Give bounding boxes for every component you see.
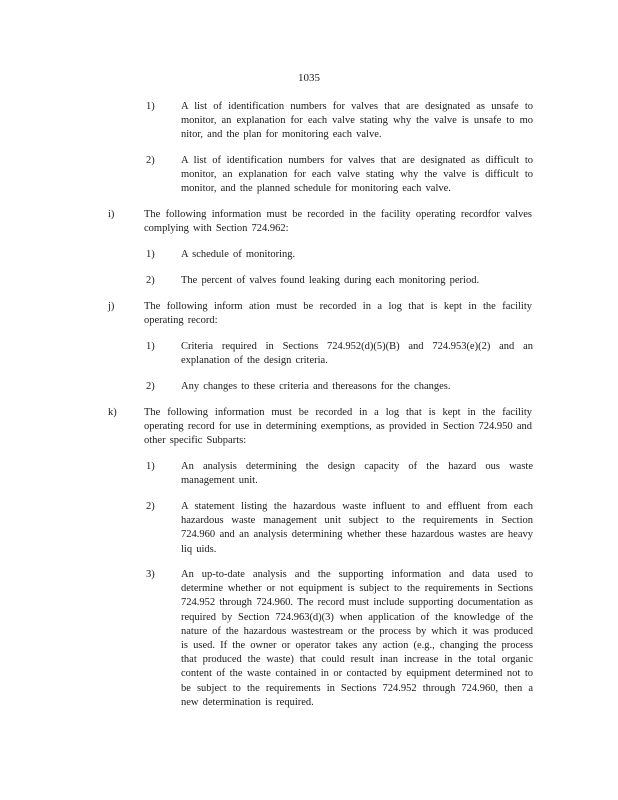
item-marker: i) [108, 209, 115, 220]
item-marker: 1) [146, 341, 155, 352]
item-text: The following information must be recorded in a log that is kept in the facility operating record for use in determining exemptions, as provided in Section 724.950 and other specific Subparts: [144, 407, 532, 447]
item-text: Any changes to these criteria and thereasons for the changes. [181, 381, 451, 392]
item-text: A list of identification numbers for valves that are designated as difficult to monitor, an explanation for each valve stating why the valve is difficult to monitor, and the planned schedule for monitoring each valve. [181, 155, 533, 195]
item-marker: 3) [146, 569, 155, 580]
item-text: The percent of valves found leaking during each monitoring period. [181, 275, 480, 286]
item-text: A schedule of monitoring. [181, 249, 296, 260]
item-text: A list of identification numbers for valves that are designated as unsafe to monitor, an explanation for each valve stating why the valve is unsafe to mo nitor, and the plan for monitoring each valve. [181, 101, 533, 141]
item-text: The following inform ation must be recorded in a log that is kept in the facility operating record: [144, 301, 532, 327]
item-text: A statement listing the hazardous waste influent to and effluent from each hazardous waste management unit subject to the requirements in Section 724.960 and an analysis determining whether these hazardous wastes are heavy liq uids. [181, 501, 533, 555]
item-marker: 2) [146, 381, 155, 392]
item-text: The following information must be recorded in the facility operating recordfor valves complying with Section 724.962: [144, 209, 532, 235]
item-marker: 2) [146, 155, 155, 166]
item-marker: 2) [146, 275, 155, 286]
item-marker: k) [108, 407, 117, 418]
item-text: Criteria required in Sections 724.952(d)(5)(B) and 724.953(e)(2) and an explanation of the design criteria. [181, 341, 533, 367]
item-marker: j) [108, 301, 115, 312]
item-marker: 1) [146, 249, 155, 260]
item-marker: 2) [146, 501, 155, 512]
item-text: An up-to-date analysis and the supporting information and data used to determine whether or not equipment is subject to the requirements in Sections 724.952 through 724.960. The record must include supporting documentation as required by Section 724.963(d)(3) when application of the knowledge of the nature of the hazardous wastestream or the process by which it was produced is used. If the owner or operator takes any action (e.g., changing the process that produced the waste) that could result inan increase in the total organic content of the waste contained in or contacted by equipment determined not to be subject to the requirements in Sections 724.952 through 724.960, then a new determination is required. [181, 569, 533, 708]
page-number: 1035 [298, 72, 320, 84]
item-marker: 1) [146, 101, 155, 112]
item-marker: 1) [146, 461, 155, 472]
item-text: An analysis determining the design capacity of the hazard ous waste management unit. [181, 461, 533, 487]
